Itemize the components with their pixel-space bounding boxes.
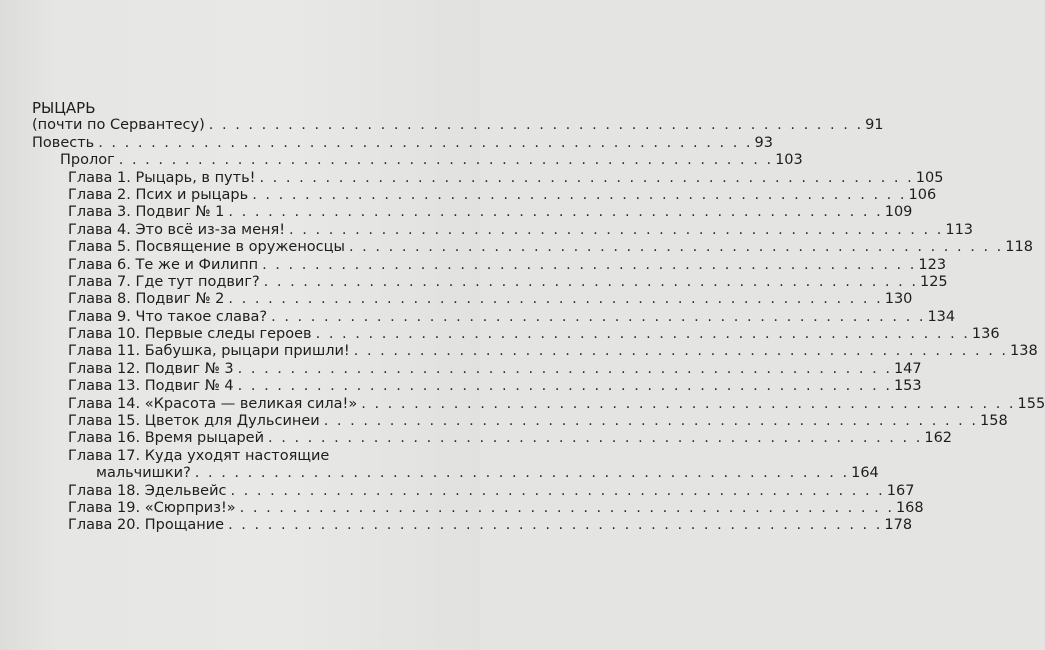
- toc-entry: [32, 186, 937, 204]
- entry-label: [68, 413, 320, 430]
- chapter-number: 15.: [117, 413, 141, 430]
- leader-dots: . . . . . . . . . . . . . . . . . . . . . . . . . . . . . . . . . . . . . . . . . . . . . . . . . .: [263, 273, 918, 290]
- toc-entry: [32, 378, 922, 395]
- entry-label: [68, 343, 350, 360]
- toc-entry: [32, 448, 418, 465]
- toc-entry: [32, 499, 924, 517]
- table-of-contents: [32, 99, 1045, 535]
- entry-word: Глава: [68, 273, 113, 290]
- entry-word: Глава: [68, 395, 113, 412]
- chapter-title: Эдельвейс: [144, 482, 227, 499]
- page-number: 113: [945, 221, 974, 238]
- page-number: 167: [886, 482, 915, 499]
- entry-word: Глава: [68, 430, 113, 447]
- entry-label: [68, 309, 267, 326]
- entry-word: Глава: [68, 186, 113, 203]
- entry-label: [68, 257, 258, 274]
- section-subtitle-line: [32, 117, 884, 134]
- page-number: 153: [893, 378, 922, 395]
- chapter-title: Бабушка, рыцари пришли!: [144, 343, 350, 360]
- entry-label: [68, 274, 260, 291]
- toc-entry: [32, 430, 953, 447]
- section-title: РЫЦАРЬ: [32, 99, 96, 117]
- chapter-number: 14.: [117, 395, 141, 412]
- entry-label: [68, 396, 357, 413]
- page-number: 134: [927, 308, 956, 325]
- leader-dots: . . . . . . . . . . . . . . . . . . . . . . . . . . . . . . . . . . . . . . . . . . . . . . . . . .: [259, 169, 914, 186]
- entry-label: [68, 361, 234, 378]
- entry-word: Глава: [68, 204, 113, 221]
- page-number: 109: [884, 204, 913, 221]
- toc-entry: [32, 482, 915, 500]
- section-subtitle: (почти по Сервантесу): [32, 117, 205, 134]
- entry-label: [68, 170, 255, 187]
- section-title-line: [32, 100, 418, 117]
- toc-entry: [32, 360, 922, 378]
- chapter-title: Куда уходят настоящие: [144, 447, 330, 464]
- entry-word: Глава: [68, 447, 113, 464]
- chapter-title: Те же и Филипп: [135, 256, 259, 273]
- entry-word: Глава: [68, 499, 113, 516]
- toc-entry: [32, 204, 913, 221]
- entry-word: Глава: [68, 239, 113, 256]
- leader-dots: . . . . . . . . . . . . . . . . . . . . . . . . . . . . . . . . . . . . . . . . . . . . . . . . . .: [98, 134, 753, 151]
- section-genre-line: [32, 134, 773, 152]
- leader-dots: . . . . . . . . . . . . . . . . . . . . . . . . . . . . . . . . . . . . . . . . . . . . . . . . . .: [361, 395, 1016, 412]
- chapter-number: 9.: [117, 308, 131, 325]
- entry-word: Глава: [68, 291, 113, 308]
- entry-label: [68, 187, 248, 204]
- section-genre: Повесть: [32, 134, 95, 151]
- chapter-number: 5.: [117, 239, 131, 256]
- entry-word: Глава: [68, 308, 113, 325]
- leader-dots: . . . . . . . . . . . . . . . . . . . . . . . . . . . . . . . . . . . . . . . . . . . . . . . . . .: [237, 360, 892, 377]
- chapter-number: 18.: [117, 482, 141, 499]
- chapter-title: «Сюрприз!»: [144, 499, 236, 516]
- toc-entry: [32, 413, 1008, 430]
- chapter-number: 6.: [117, 256, 131, 273]
- toc-entry: [32, 343, 1038, 360]
- chapter-title: Что такое слава?: [135, 308, 268, 325]
- toc-entry: [32, 152, 803, 169]
- entry-label: [68, 326, 312, 343]
- entry-label: [68, 500, 236, 517]
- page-number: 118: [1005, 239, 1033, 256]
- entry-label: [68, 204, 224, 221]
- page-number: 136: [971, 326, 1000, 343]
- leader-dots: . . . . . . . . . . . . . . . . . . . . . . . . . . . . . . . . . . . . . . . . . . . . . . . . . .: [208, 117, 864, 134]
- page-number: 125: [919, 273, 948, 290]
- page-number: 138: [1010, 343, 1038, 360]
- toc-entry: [32, 291, 913, 308]
- leader-dots: . . . . . . . . . . . . . . . . . . . . . . . . . . . . . . . . . . . . . . . . . . . . . . . . . .: [228, 204, 883, 221]
- chapter-title: Это всё из-за меня!: [135, 221, 286, 238]
- chapter-title: Посвящение в оруженосцы: [135, 239, 345, 256]
- page-number: 164: [851, 465, 879, 482]
- chapter-number: 3.: [117, 204, 131, 221]
- toc-entry: [32, 326, 1000, 343]
- entry-label: [68, 483, 226, 500]
- leader-dots: . . . . . . . . . . . . . . . . . . . . . . . . . . . . . . . . . . . . . . . . . . . . . . . . . .: [228, 517, 883, 534]
- leader-dots: . . . . . . . . . . . . . . . . . . . . . . . . . . . . . . . . . . . . . . . . . . . . . . . . . .: [228, 291, 883, 308]
- toc-entry: [32, 221, 974, 239]
- chapter-number: 7.: [117, 273, 131, 290]
- chapter-number: 1.: [117, 169, 131, 186]
- entry-word: Глава: [68, 378, 113, 395]
- leader-dots: . . . . . . . . . . . . . . . . . . . . . . . . . . . . . . . . . . . . . . . . . . . . . . . . . .: [230, 482, 885, 499]
- page-number: 178: [884, 517, 913, 534]
- chapter-title: Подвиг № 1: [135, 204, 225, 221]
- chapter-number: 13.: [117, 378, 141, 395]
- chapter-list: [32, 152, 1045, 535]
- entry-word: Пролог: [60, 152, 115, 169]
- chapter-number: 19.: [117, 499, 141, 516]
- chapter-number: 12.: [117, 360, 141, 377]
- entry-label: [68, 448, 329, 465]
- entry-label: [68, 239, 345, 256]
- chapter-title: Подвиг № 2: [135, 291, 225, 308]
- entry-word: Глава: [68, 517, 113, 534]
- chapter-title: Подвиг № 3: [144, 360, 234, 377]
- leader-dots: . . . . . . . . . . . . . . . . . . . . . . . . . . . . . . . . . . . . . . . . . . . . . . . . . .: [118, 152, 774, 169]
- leader-dots: . . . . . . . . . . . . . . . . . . . . . . . . . . . . . . . . . . . . . . . . . . . . . . . . . .: [323, 413, 979, 430]
- leader-dots: . . . . . . . . . . . . . . . . . . . . . . . . . . . . . . . . . . . . . . . . . . . . . . . . . .: [315, 326, 970, 343]
- page-number: 147: [893, 360, 922, 377]
- leader-dots: . . . . . . . . . . . . . . . . . . . . . . . . . . . . . . . . . . . . . . . . . . . . . . . . . .: [268, 430, 923, 447]
- entry-label: [60, 152, 115, 169]
- toc-entry: [32, 273, 948, 291]
- leader-dots: . . . . . . . . . . . . . . . . . . . . . . . . . . . . . . . . . . . . . . . . . . . . . . . . . .: [289, 221, 944, 238]
- chapter-title: Рыцарь, в путь!: [135, 169, 256, 186]
- toc-entry: [32, 256, 947, 274]
- chapter-title: Псих и рыцарь: [135, 186, 249, 203]
- entry-word: Глава: [68, 413, 113, 430]
- toc-entry: [32, 239, 1033, 256]
- leader-dots: . . . . . . . . . . . . . . . . . . . . . . . . . . . . . . . . . . . . . . . . . . . . . . . . . .: [262, 256, 917, 273]
- page-number: 168: [895, 499, 924, 516]
- entry-word: Глава: [68, 360, 113, 377]
- chapter-number: 8.: [117, 291, 131, 308]
- chapter-number: 20.: [117, 517, 141, 534]
- entry-label: [68, 430, 264, 447]
- chapter-number: 4.: [117, 221, 131, 238]
- leader-dots: . . . . . . . . . . . . . . . . . . . . . . . . . . . . . . . . . . . . . . . . . . . . . . . . . .: [353, 343, 1009, 360]
- chapter-number: 10.: [117, 326, 141, 343]
- page-number: 93: [754, 134, 773, 151]
- chapter-title: Где тут подвиг?: [135, 273, 260, 290]
- entry-word: Глава: [68, 326, 113, 343]
- toc-entry-continuation: [32, 465, 879, 482]
- toc-entry: [32, 517, 913, 534]
- page-number: 91: [865, 117, 884, 134]
- toc-entry: [32, 308, 956, 326]
- entry-label: [68, 222, 285, 239]
- chapter-number: 11.: [117, 343, 141, 360]
- entry-word: Глава: [68, 343, 113, 360]
- chapter-number: 2.: [117, 186, 131, 203]
- toc-entry: [32, 169, 944, 187]
- leader-dots: . . . . . . . . . . . . . . . . . . . . . . . . . . . . . . . . . . . . . . . . . . . . . . . . . .: [252, 186, 907, 203]
- chapter-title: «Красота — великая сила!»: [144, 395, 358, 412]
- chapter-title: Цветок для Дульсинеи: [144, 413, 320, 430]
- leader-dots: . . . . . . . . . . . . . . . . . . . . . . . . . . . . . . . . . . . . . . . . . . . . . . . . . .: [239, 499, 894, 516]
- entry-word: Глава: [68, 169, 113, 186]
- page-number: 155: [1017, 395, 1045, 412]
- chapter-number: 16.: [117, 430, 141, 447]
- leader-dots: . . . . . . . . . . . . . . . . . . . . . . . . . . . . . . . . . . . . . . . . . . . . . . . . . .: [271, 308, 926, 325]
- page-number: 162: [924, 430, 953, 447]
- chapter-title-continuation: мальчишки?: [96, 465, 191, 482]
- chapter-title: Подвиг № 4: [144, 378, 234, 395]
- leader-dots: . . . . . . . . . . . . . . . . . . . . . . . . . . . . . . . . . . . . . . . . . . . . . . . . . .: [237, 378, 892, 395]
- toc-entry: [32, 395, 1045, 413]
- page-number: 106: [908, 186, 937, 203]
- entry-label: [68, 291, 224, 308]
- entry-label: [68, 378, 234, 395]
- entry-label: [68, 517, 224, 534]
- chapter-title: Первые следы героев: [144, 326, 312, 343]
- entry-word: Глава: [68, 482, 113, 499]
- page-number: 158: [980, 413, 1008, 430]
- entry-word: Глава: [68, 256, 113, 273]
- chapter-number: 17.: [117, 447, 141, 464]
- leader-dots: . . . . . . . . . . . . . . . . . . . . . . . . . . . . . . . . . . . . . . . . . . . . . . . . . .: [348, 239, 1004, 256]
- chapter-title: Время рыцарей: [144, 430, 265, 447]
- leader-dots: . . . . . . . . . . . . . . . . . . . . . . . . . . . . . . . . . . . . . . . . . . . . . . . . . .: [194, 465, 850, 482]
- entry-word: Глава: [68, 221, 113, 238]
- chapter-title: Прощание: [144, 517, 225, 534]
- page-number: 130: [884, 291, 913, 308]
- page-number: 103: [775, 152, 803, 169]
- page-number: 105: [915, 169, 944, 186]
- page-number: 123: [918, 256, 947, 273]
